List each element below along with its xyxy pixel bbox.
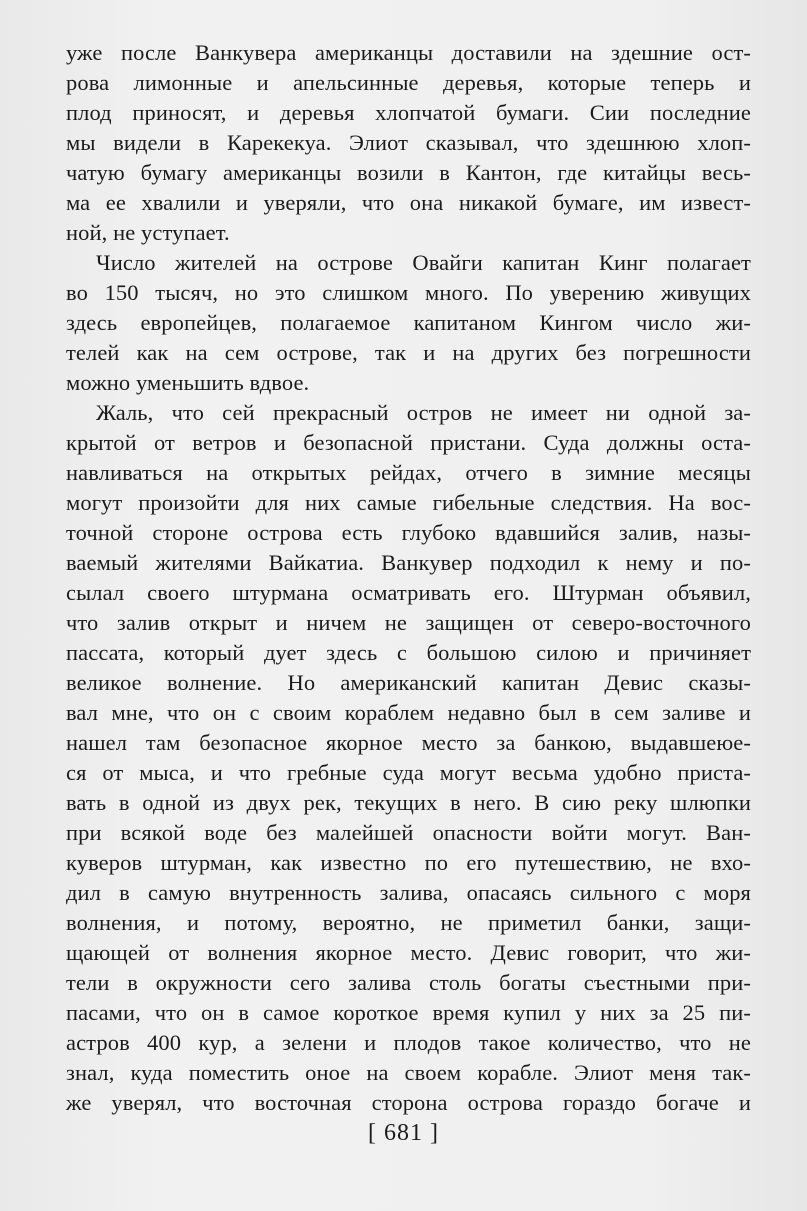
text-line: же уверял, что восточная сторона острова гораздо богаче и xyxy=(66,1090,751,1115)
text-line: рова лимонные и апельсинные деревья, которые теперь и xyxy=(66,70,751,95)
paragraph-start-line: Число жителей на острове Овайги капитан Кинг полагает xyxy=(96,250,751,275)
text-line: плод приносят, и деревья хлопчатой бумаги. Сии последние xyxy=(66,100,751,125)
text-line: здесь европейцев, полагаемое капитаном Кингом число жи- xyxy=(66,310,751,335)
text-line: при всякой воде без малейшей опасности войти могут. Ван- xyxy=(66,820,751,845)
text-line: мы видели в Карекекуа. Элиот сказывал, что здешнюю хлоп- xyxy=(66,130,751,155)
body-text xyxy=(66,38,751,1118)
text-line: во 150 тысяч, но это слишком много. По уверению живущих xyxy=(66,280,751,305)
paragraph-start-line: Жаль, что сей прекрасный остров не имеет ни одной за- xyxy=(96,400,751,425)
text-line: вать в одной из двух рек, текущих в него. В сию реку шлюпки xyxy=(66,790,751,815)
text-line: нашел там безопасное якорное место за банкою, выдавшеюе- xyxy=(66,730,751,755)
text-line: могут произойти для них самые гибельные следствия. На вос- xyxy=(66,490,751,515)
text-line: дил в самую внутренность залива, опасаясь сильного с моря xyxy=(66,880,751,905)
text-line: уже после Ванкувера американцы доставили на здешние ост- xyxy=(66,40,751,65)
text-line: великое волнение. Но американский капитан Девис сказы- xyxy=(66,670,751,695)
text-line: крытой от ветров и безопасной пристани. Суда должны оста- xyxy=(66,430,751,455)
text-line: чатую бумагу американцы возили в Кантон, где китайцы весь- xyxy=(66,160,751,185)
text-line: астров 400 кур, а зелени и плодов такое количество, что не xyxy=(66,1030,751,1055)
text-line: ся от мыса, и что гребные суда могут весьма удобно приста- xyxy=(66,760,751,785)
text-line: вал мне, что он с своим кораблем недавно был в сем заливе и xyxy=(66,700,751,725)
text-line: знал, куда поместить оное на своем корабле. Элиот меня так- xyxy=(66,1060,751,1085)
text-line: ма ее хвалили и уверяли, что она никакой бумаге, им извест- xyxy=(66,190,751,215)
text-line: телей как на сем острове, так и на других без погрешности xyxy=(66,340,751,365)
text-line: ной, не уступает. xyxy=(66,220,230,245)
text-line: сылал своего штурмана осматривать его. Штурман объявил, xyxy=(66,580,751,605)
text-line: пассата, который дует здесь с большою силою и причиняет xyxy=(66,640,751,665)
text-line: можно уменьшить вдвое. xyxy=(66,370,310,395)
text-line: пасами, что он в самое короткое время купил у них за 25 пи- xyxy=(66,1000,751,1025)
text-line: куверов штурман, как известно по его путешествию, не вхо- xyxy=(66,850,751,875)
text-line: волнения, и потому, вероятно, не приметил банки, защи- xyxy=(66,910,751,935)
page-number: [ 681 ] xyxy=(368,1120,439,1146)
text-line: ваемый жителями Вайкатиа. Ванкувер подходил к нему и по- xyxy=(66,550,751,575)
text-line: навливаться на открытых рейдах, отчего в зимние месяцы xyxy=(66,460,751,485)
text-line: что залив открыт и ничем не защищен от северо-восточного xyxy=(66,610,751,635)
text-line: щающей от волнения якорное место. Девис говорит, что жи- xyxy=(66,940,751,965)
text-line: точной стороне острова есть глубоко вдавшийся залив, назы- xyxy=(66,520,751,545)
text-line: тели в окружности сего залива столь богаты съестными при- xyxy=(66,970,751,995)
